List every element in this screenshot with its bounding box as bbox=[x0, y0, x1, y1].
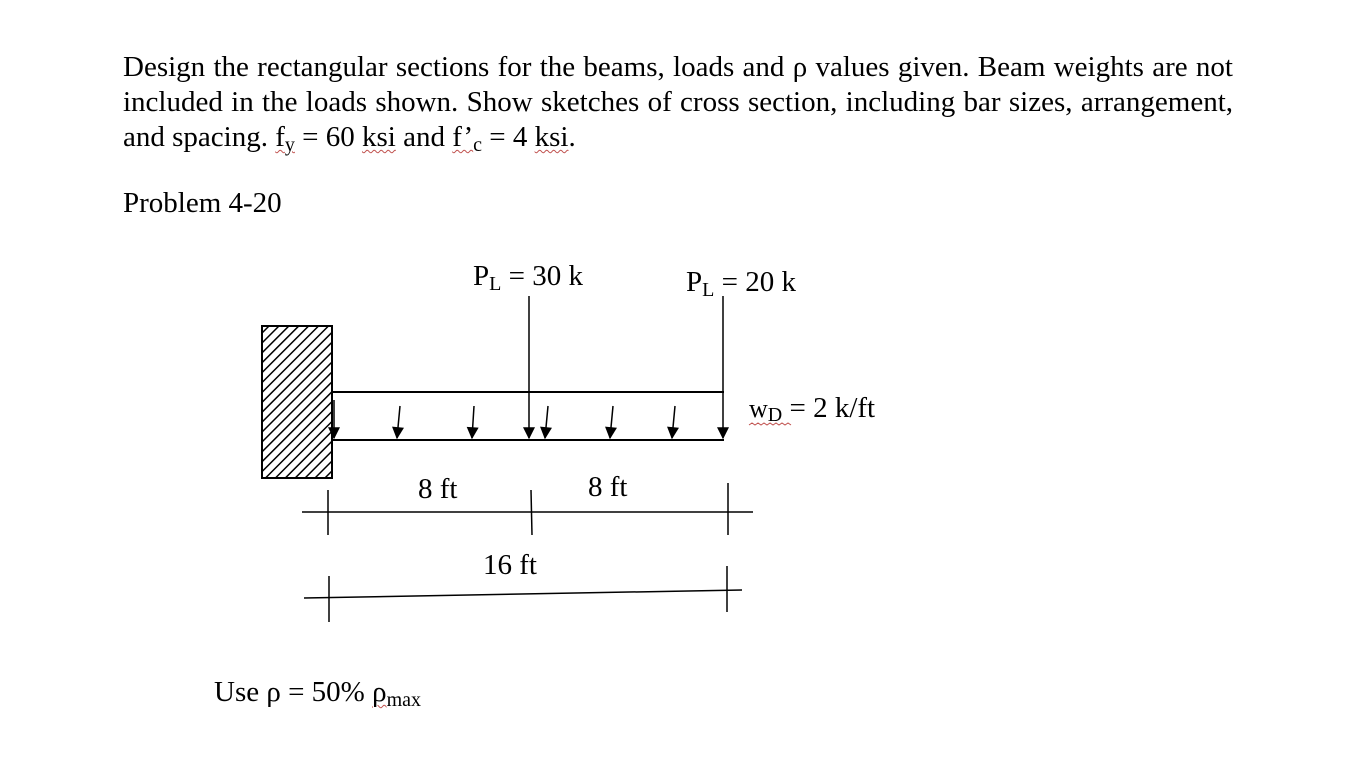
ksi-unit: ksi bbox=[362, 121, 396, 153]
ksi-unit-2: ksi bbox=[534, 121, 569, 153]
load-label-20k: PL = 20 k bbox=[686, 266, 796, 301]
problem-label: Problem 4-20 bbox=[123, 187, 282, 219]
distributed-load-arrows bbox=[334, 400, 675, 438]
distributed-load-label: wD = 2 k/ft bbox=[749, 392, 876, 426]
dim-label-16ft: 16 ft bbox=[483, 549, 537, 581]
fixed-support-hatch bbox=[262, 326, 332, 478]
dim-label-right-8ft: 8 ft bbox=[588, 471, 628, 503]
rho-footnote: Use ρ = 50% $\rho_{max}$ bbox=[214, 676, 422, 711]
rho-max: $\rho_{max}$ bbox=[372, 676, 422, 711]
fy-symbol: $f_y$ bbox=[275, 121, 295, 156]
beam bbox=[332, 392, 724, 440]
load-label-30k: PL = 30 k bbox=[473, 260, 583, 295]
dimension-line-8ft bbox=[302, 483, 753, 535]
statement-text: Design the rectangular sections for the beams, loads and ρ values given. Beam weights are not included in the loads shown. Show sketches of cross section, including bar sizes, arrangement, and spacing. bbox=[123, 51, 1233, 153]
fy-value: = 60 bbox=[294, 121, 362, 153]
dim-label-left-8ft: 8 ft bbox=[418, 473, 458, 505]
fc-symbol: $f’_c$ bbox=[452, 121, 483, 156]
period: . bbox=[568, 121, 576, 153]
and-text: and bbox=[395, 121, 453, 153]
fc-value: = 4 bbox=[482, 121, 535, 153]
